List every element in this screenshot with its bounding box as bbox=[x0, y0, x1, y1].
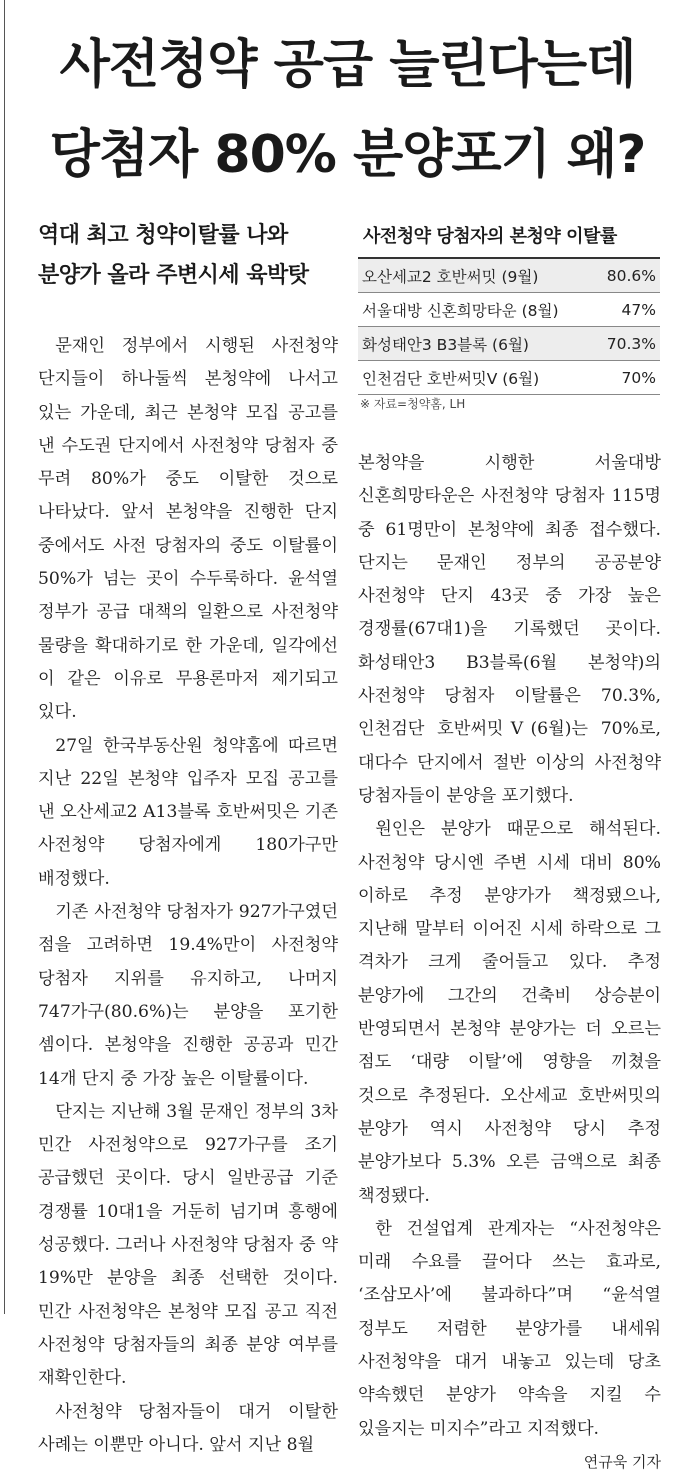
table-cell-name: 서울대방 신혼희망타운 (8월) bbox=[362, 301, 559, 320]
table-row bbox=[358, 259, 660, 293]
subheadline-line-1: 역대 최고 청약이탈률 나와 bbox=[38, 223, 288, 248]
article-column-left bbox=[38, 330, 338, 1462]
table-row bbox=[358, 293, 660, 327]
article-paragraph: 사전청약 당첨자들이 대거 이탈한 사례는 이뿐만 아니다. 앞서 지난 8월 bbox=[38, 1401, 338, 1455]
headline-line-1: 사전청약 공급 늘린다는데 bbox=[59, 35, 636, 95]
article-paragraph: 단지는 지난해 3월 문재인 정부의 3차 민간 사전청약으로 927가구를 조기 공급했던 곳이다. 당시 일반공급 기준 경쟁률 10대1을 거둔히 넘기며 흥행에 성공했다. 그러나 사전청약 당첨자 중 약 19%만 분양을 최종 선택한 것이다. 민간 사전청약은 본청약 모집 공고 직전 사전청약 당첨자들의 최종 분양 여부를 재확인한다. bbox=[38, 1101, 338, 1389]
article-column-right bbox=[358, 447, 661, 1479]
subheadline-line-2: 분양가 올라 주변시세 육박탓 bbox=[38, 263, 309, 288]
column-rule bbox=[4, 0, 5, 1314]
table-cell-value: 70% bbox=[621, 368, 656, 387]
article-paragraph: 원인은 분양가 때문으로 해석된다. 사전청약 당시엔 주변 시세 대비 80% 이하로 추정 분양가가 책정됐으나, 지난해 말부터 이어진 시세 하락으로 그 격차가 크게 줄어들고 있다. 추정 분양가에 그간의 건축비 상승분이 반영되면서 본청약 분양가는 더 오르는 점도 ‘대량 이탈’에 영향을 끼쳤을 것으로 추정된다. 오산세교 호반써밋의 분양가 역시 사전청약 당시 추정 분양가보다 5.3% 오른 금액으로 최종 책정됐다. bbox=[358, 819, 661, 1206]
article-paragraph: 기존 사전청약 당첨자가 927가구였던 점을 고려하면 19.4%만이 사전청약 당첨자 지위를 유지하고, 나머지 747가구(80.6%)는 분양을 포기한 셈이다. 본청약을 진행한 공공과 민간 14개 단지 중 가장 높은 이탈률이다. bbox=[38, 902, 338, 1089]
article-paragraph-last: 한 건설업계 관계자는 “사전청약은 미래 수요를 끌어다 쓰는 효과로, ‘조삼모사’에 불과하다”며 “윤석열 정부도 저렴한 분양가를 내세워 사전청약을 대거 내놓고 있는데 당초 약속했던 분양가 약속을 지킬 수 있을지는 미지수”라고 지적했다. bbox=[358, 1218, 661, 1439]
table-source: ※ 자료=청약홈, LH bbox=[360, 397, 466, 411]
article-paragraph: 27일 한국부동산원 청약홈에 따르면 지난 22일 본청약 입주자 모집 공고를 낸 오산세교2 A13블록 호반써밋은 기존 사전청약 당첨자에게 180가구만 배정했다. bbox=[38, 735, 338, 889]
table-cell-name: 인천검단 호반써밋Ⅴ (6월) bbox=[362, 369, 540, 388]
article-paragraph: 문재인 정부에서 시행된 사전청약 단지들이 하나둘씩 본청약에 나서고 있는 가운데, 최근 본청약 모집 공고를 낸 수도권 단지에서 사전청약 당첨자 중 무려 80%가 중도 이탈한 것으로 나타났다. 앞서 본청약을 진행한 단지 중에서도 사전 당첨자의 중도 이탈률이 50%가 넘는 곳이 수두룩하다. 윤석열 정부가 공급 대책의 일환으로 사전청약 물량을 확대하기로 한 가운데, 일각에선 이 같은 이유로 무용론마저 제기되고 있다. bbox=[38, 336, 338, 723]
headline-line-2: 당첨자 80% 분양포기 왜? bbox=[49, 125, 646, 185]
byline-row bbox=[358, 1446, 661, 1479]
table-cell-name: 화성태안3 B3블록 (6월) bbox=[362, 335, 529, 354]
table-row bbox=[358, 327, 660, 361]
dropout-rate-table bbox=[358, 257, 660, 395]
table-cell-value: 80.6% bbox=[606, 266, 656, 285]
table-cell-name: 오산세교2 호반써밋 (9월) bbox=[362, 267, 539, 286]
byline: 연규욱 기자 bbox=[583, 1452, 661, 1471]
table-title: 사전청약 당첨자의 본청약 이탈률 bbox=[363, 226, 617, 247]
article-paragraph-continuation: 본청약을 시행한 서울대방 신혼희망타운은 사전청약 당첨자 115명 중 61명만이 본청약에 최종 접수했다. 단지는 문재인 정부의 공공분양 사전청약 단지 43곳 중 가장 높은 경쟁률(67대1)을 기록했던 곳이다. 화성태안3 B3블록(6월 본청약)의 사전청약 당첨자 이탈률은 70.3%, 인천검단 호반써밋Ⅴ(6월)는 70%로, 대다수 단지에서 절반 이상의 사전청약 당첨자들이 분양을 포기했다. bbox=[358, 453, 661, 806]
table-cell-value: 47% bbox=[621, 300, 656, 319]
table-cell-value: 70.3% bbox=[606, 334, 656, 353]
table-row bbox=[358, 361, 660, 395]
